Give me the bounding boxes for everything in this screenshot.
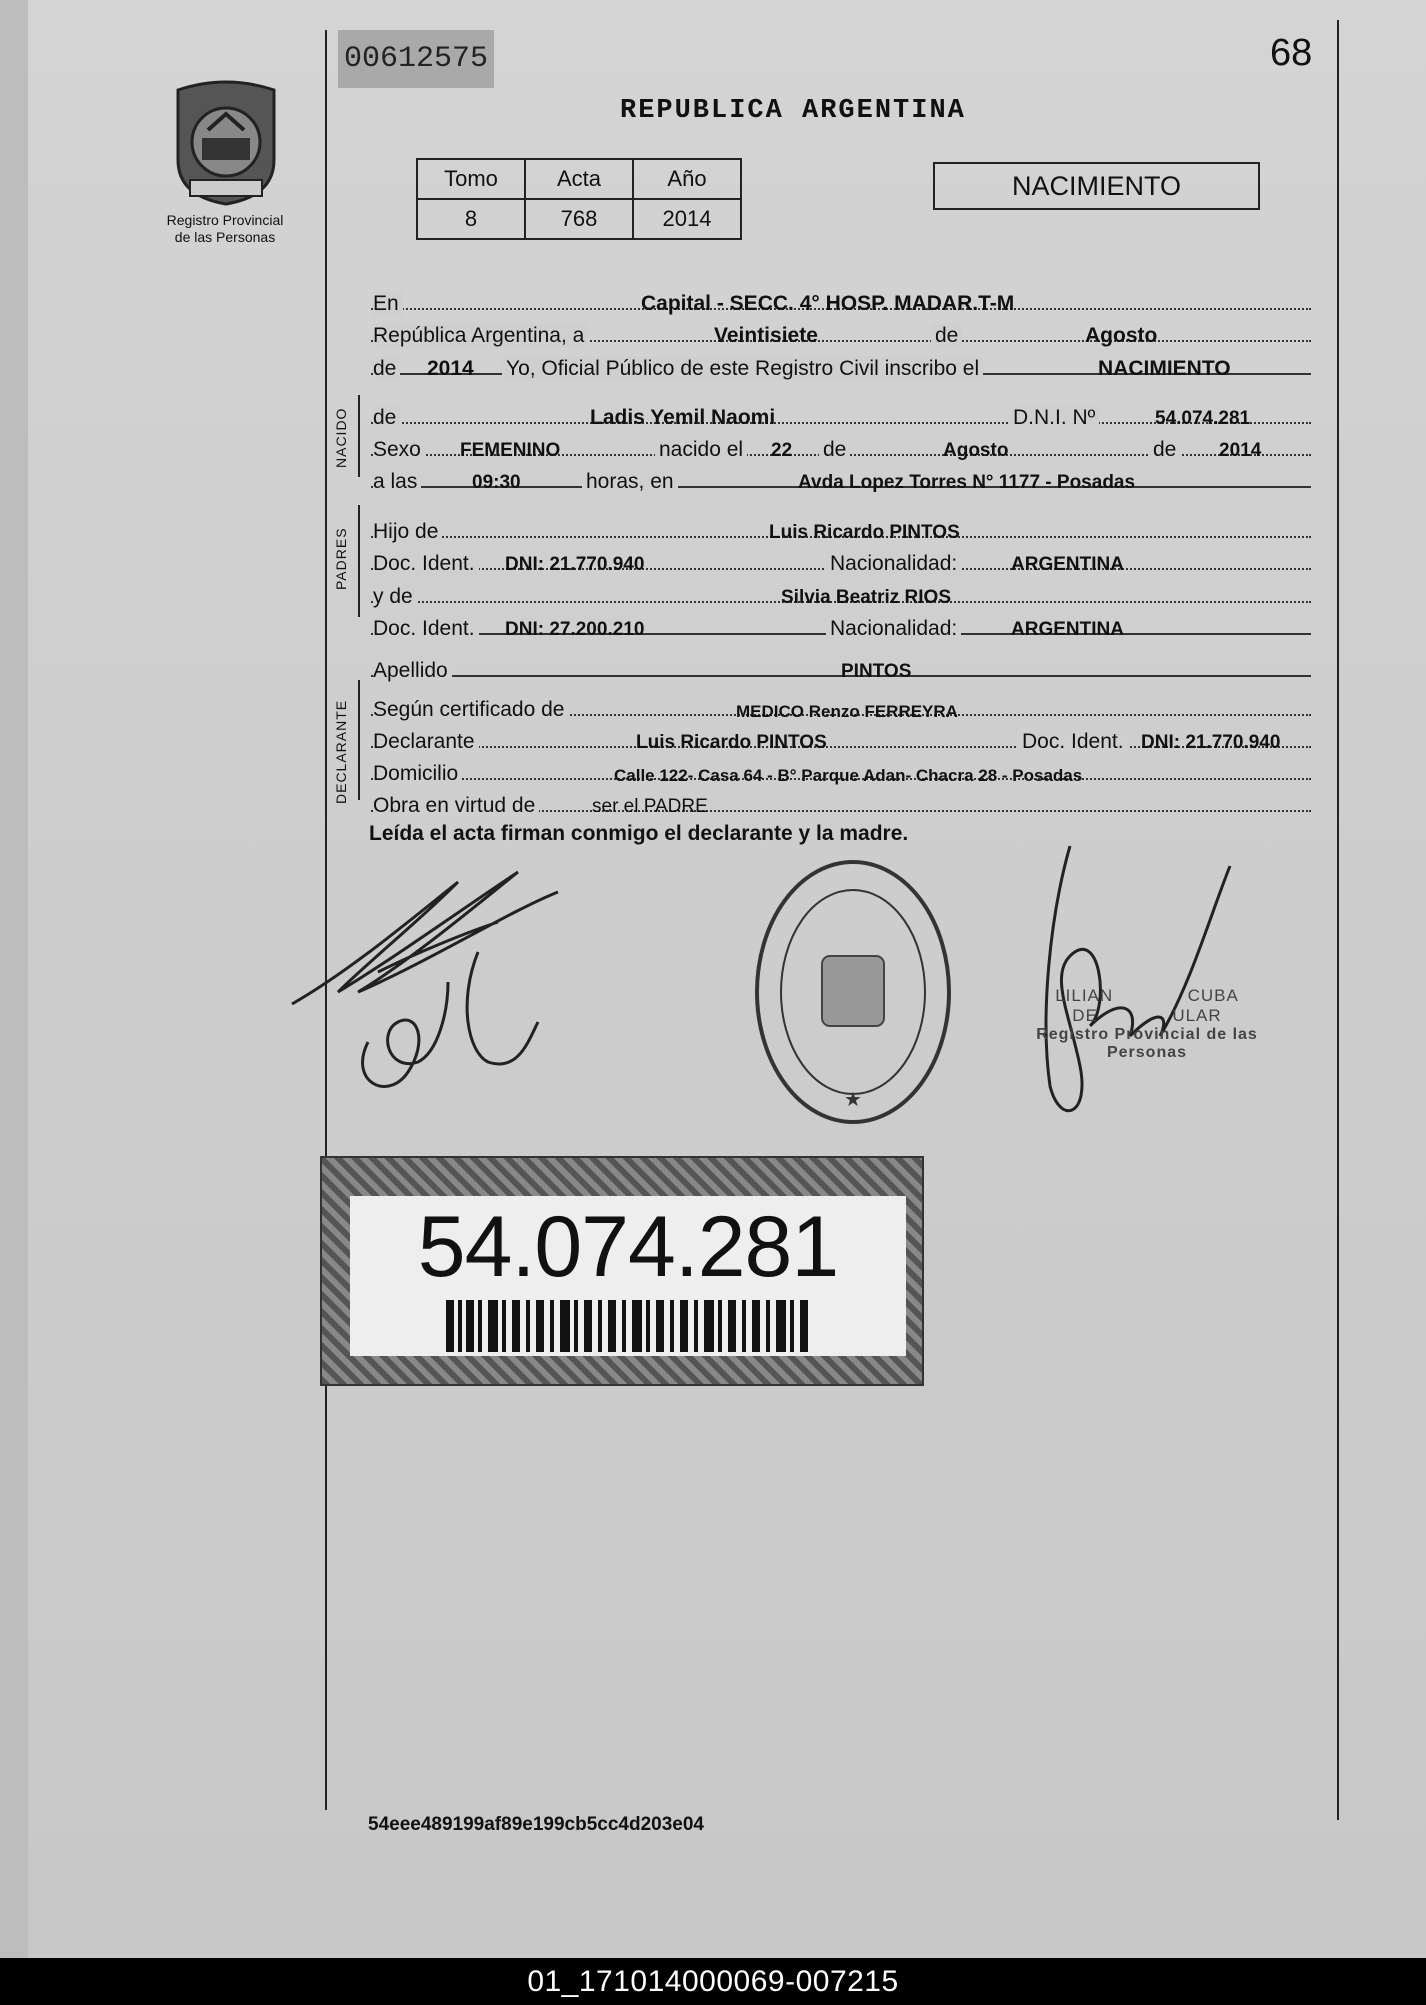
mother-name-value: Silvia Beatriz RIOS xyxy=(781,587,952,608)
dni-label: D.N.I. Nº xyxy=(1009,406,1099,430)
birth-day-value: 22 xyxy=(771,440,793,461)
barcode-bars-icon xyxy=(446,1300,812,1352)
section-label-declarante: DECLARANTE xyxy=(333,699,349,804)
document-type-box: NACIMIENTO xyxy=(933,162,1260,210)
row-nacido-name xyxy=(371,390,1311,429)
official-name-start: LILIAN xyxy=(1055,986,1114,1005)
barcode-label xyxy=(320,1156,924,1386)
child-name-value: Ladis Yemil Naomi xyxy=(590,406,776,429)
father-name-value: Luis Ricardo PINTOS xyxy=(769,522,960,543)
section-line-declarante xyxy=(358,680,360,800)
sexo-label: Sexo xyxy=(373,438,425,462)
row-domicilio xyxy=(371,746,1311,785)
oficial-text: Yo, Oficial Público de este Registro Civil inscribo el xyxy=(502,357,983,381)
serial-number: 00612575 xyxy=(338,30,494,88)
declarante-doc-label: Doc. Ident. xyxy=(1018,730,1128,754)
registry-seal-icon xyxy=(752,856,954,1128)
place-value: Capital - SECC. 4° HOSP. MADAR.T-M xyxy=(641,292,1015,315)
father-doc-label: Doc. Ident. xyxy=(373,552,479,576)
official-name-end: CUBA xyxy=(1187,986,1239,1005)
section-line-padres xyxy=(358,505,360,617)
birth-de-label-2: de xyxy=(1149,438,1180,462)
birth-year-value: 2014 xyxy=(1219,440,1262,461)
row-declarante xyxy=(371,714,1311,753)
section-label-padres: PADRES xyxy=(333,527,349,590)
y-de-label: y de xyxy=(373,585,417,609)
horas-label: horas, en xyxy=(582,470,678,494)
registry-label-line1: Registro Provincial xyxy=(166,212,284,228)
sexo-value: FEMENINO xyxy=(460,440,561,461)
official-stamp-line1 xyxy=(1002,986,1292,1006)
acta-value: 768 xyxy=(525,199,633,239)
footer-id-bar: 01_171014000069-007215 xyxy=(0,1958,1426,2005)
mother-nat-value: ARGENTINA xyxy=(1011,619,1124,640)
declarant-signature-icon xyxy=(288,852,588,1112)
registry-label-line2: de las Personas xyxy=(174,229,276,245)
svg-text:★: ★ xyxy=(844,1089,862,1111)
nacido-el-label: nacido el xyxy=(655,438,747,462)
row-date xyxy=(371,308,1311,347)
father-nat-label: Nacionalidad: xyxy=(826,552,961,576)
republica-label: República Argentina, a xyxy=(373,324,588,348)
row-mother-doc xyxy=(371,601,1311,640)
domicilio-value: Calle 122- Casa 64 - B° Parque Adan- Chacra 28 - Posadas xyxy=(614,766,1083,785)
closing-statement: Leída el acta firman conmigo el declarante y la madre. xyxy=(369,822,909,845)
apellido-value: PINTOS xyxy=(841,661,912,682)
hijo-de-label: Hijo de xyxy=(373,520,442,544)
official-title-end: ULAR xyxy=(1172,1006,1222,1025)
right-margin-line xyxy=(1337,20,1339,1820)
certificado-value: MEDICO Renzo FERREYRA xyxy=(736,702,958,721)
row-place xyxy=(371,276,1311,315)
country-title: REPUBLICA ARGENTINA xyxy=(620,96,966,126)
section-line-nacido xyxy=(358,395,360,477)
row-inscribe xyxy=(371,341,1311,380)
row-father xyxy=(371,504,1311,543)
declarante-label: Declarante xyxy=(373,730,479,754)
row-hora xyxy=(371,454,1311,493)
declarante-doc-value: DNI: 21.770.940 xyxy=(1141,732,1281,753)
mother-doc-value: DNI: 27.200.210 xyxy=(505,619,645,640)
de-label-2: de xyxy=(373,357,400,381)
obra-value: ser el PADRE xyxy=(592,796,708,817)
child-dni-value: 54.074.281 xyxy=(1155,408,1251,429)
de-label: de xyxy=(931,324,962,348)
mother-nat-label: Nacionalidad: xyxy=(826,617,961,641)
declarante-value: Luis Ricardo PINTOS xyxy=(636,732,827,753)
official-stamp xyxy=(1002,986,1292,1062)
en-label: En xyxy=(373,292,403,316)
official-signature-icon xyxy=(1010,836,1260,1126)
birth-place-value: Avda Lopez Torres N° 1177 - Posadas xyxy=(798,472,1136,493)
barcode-inner xyxy=(350,1196,906,1356)
birth-month-value: Agosto xyxy=(943,440,1009,461)
apellido-label: Apellido xyxy=(373,659,452,683)
mother-doc-label: Doc. Ident. xyxy=(373,617,479,641)
anio-value: 2014 xyxy=(633,199,741,239)
document-hash: 54eee489199af89e199cb5cc4d203e04 xyxy=(368,1814,704,1835)
barcode-number: 54.074.281 xyxy=(417,1199,839,1295)
certificado-label: Según certificado de xyxy=(373,698,568,722)
acta-header: Acta xyxy=(525,159,633,199)
row-father-doc xyxy=(371,536,1311,575)
day-words-value: Veintisiete xyxy=(714,324,818,347)
year-value: 2014 xyxy=(427,357,474,380)
official-stamp-line2 xyxy=(1002,1006,1292,1026)
birth-de-label: de xyxy=(819,438,850,462)
father-doc-value: DNI: 21.770.940 xyxy=(505,554,645,575)
official-title-start: DE xyxy=(1072,1006,1098,1025)
nacido-de-label: de xyxy=(373,406,400,430)
page-number: 68 xyxy=(1270,32,1313,74)
domicilio-label: Domicilio xyxy=(373,762,462,786)
official-stamp-line3: Registro Provincial de las Personas xyxy=(1036,1026,1258,1061)
anio-header: Año xyxy=(633,159,741,199)
hour-value: 09:30 xyxy=(472,472,521,493)
tomo-acta-anio-table xyxy=(416,158,742,240)
father-nat-value: ARGENTINA xyxy=(1011,554,1124,575)
tomo-value: 8 xyxy=(417,199,525,239)
inscribe-type-value: NACIMIENTO xyxy=(1098,357,1231,380)
row-apellido xyxy=(371,643,1311,682)
row-sexo xyxy=(371,422,1311,461)
row-obra xyxy=(371,778,1311,817)
row-certificado xyxy=(371,682,1311,721)
month-value: Agosto xyxy=(1085,324,1158,347)
provincial-shield-icon xyxy=(168,80,284,208)
a-las-label: a las xyxy=(373,470,421,494)
obra-label: Obra en virtud de xyxy=(373,794,539,818)
section-label-nacido: NACIDO xyxy=(333,407,349,468)
tomo-header: Tomo xyxy=(417,159,525,199)
row-mother xyxy=(371,569,1311,608)
registry-label xyxy=(150,212,300,246)
